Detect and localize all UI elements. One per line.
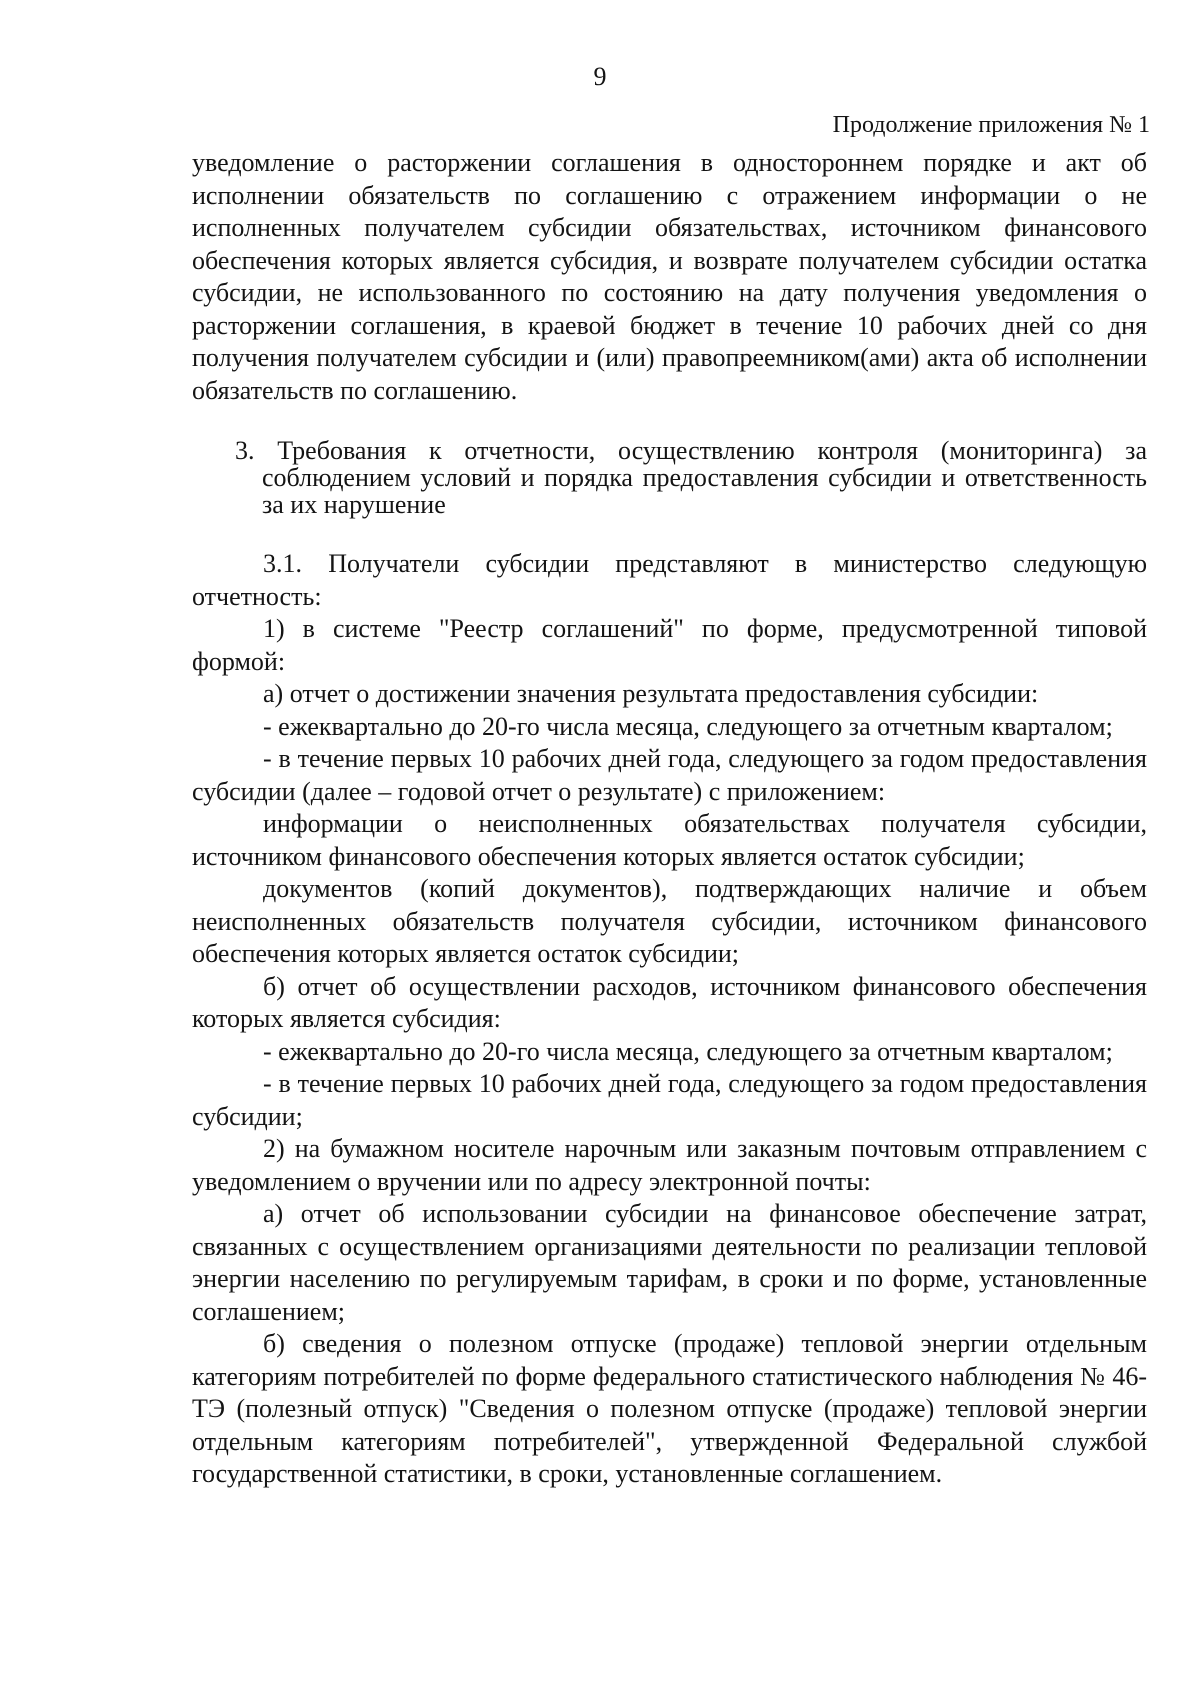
paragraph-item-1b: б) отчет об осуществлении расходов, источником финансового обеспечения которых является субсидия: [192, 971, 1147, 1033]
opening-paragraph: уведомление о расторжении соглашения в одностороннем порядке и акт об исполнении обязательств по соглашению с отражением информации о не исполненных получателем субсидии обязательствах, источником финансового обеспечения которых является субсидия, и возврате получателем субсидии остатка субсидии, не использованного по состоянию на дату получения уведомления о расторжении соглашения, в краевой бюджет в течение 10 рабочих дней со дня получения получателем субсидии и (или) правопреемником(ами) акта об исполнении обязательств по соглашению. [192, 148, 1147, 405]
paragraph-item-1a: а) отчет о достижении значения результата предоставления субсидии: [263, 679, 1039, 708]
paragraph-1a-quarterly: - ежеквартально до 20-го числа месяца, следующего за отчетным кварталом; [263, 711, 1113, 741]
paragraph-item-1: 1) в системе "Реестр соглашений" по форме, предусмотренной типовой формой: [192, 614, 1147, 676]
paragraph-item-2: 2) на бумажном носителе нарочным или заказным почтовым отправлением с уведомлением о вручении или по адресу электронной почты: [192, 1134, 1147, 1196]
paragraph-item-2a: а) отчет об использовании субсидии на финансовое обеспечение затрат, связанных с осуществлением организациями деятельности по реализации тепловой энергии населению по регулируемым тарифам, в сроки и по форме, установленные соглашением; [192, 1199, 1147, 1326]
appendix-continuation-label: Продолжение приложения № 1 [832, 112, 1150, 138]
paragraph-item-2b: б) сведения о полезном отпуске (продаже) тепловой энергии отдельным категориям потребителей по форме федерального статистического наблюдения № 46-ТЭ (полезный отпуск) "Сведения о полезном отпуске (продаже) тепловой энергии отдельным категориям потребителей", утвержденной Федеральной службой государственной статистики, в сроки, установленные соглашением. [192, 1329, 1147, 1488]
paragraph-3-1: 3.1. Получатели субсидии представляют в министерство следующую отчетность: [192, 549, 1147, 611]
paragraph-1b-annual: - в течение первых 10 рабочих дней года, следующего за годом предоставления субсидии; [192, 1069, 1147, 1131]
paragraph-1b-quarterly: - ежеквартально до 20-го числа месяца, следующего за отчетным кварталом; [263, 1036, 1113, 1066]
section-3-heading: 3. Требования к отчетности, осуществлению контроля (мониторинга) за соблюдением условий и порядка предоставления субсидии и ответственность за их нарушение [235, 436, 1147, 519]
document-body [192, 147, 1147, 1491]
paragraph-1a-documents: документов (копий документов), подтверждающих наличие и объем неисполненных обязательств получателя субсидии, источником финансового обеспечения которых является остаток субсидии; [192, 874, 1147, 968]
paragraph-1a-annual: - в течение первых 10 рабочих дней года, следующего за годом предоставления субсидии (далее – годовой отчет о результате) с приложением: [192, 744, 1147, 806]
paragraph-1a-info: информации о неисполненных обязательствах получателя субсидии, источником финансового обеспечения которых является остаток субсидии; [192, 809, 1147, 871]
page-number: 9 [593, 62, 607, 91]
